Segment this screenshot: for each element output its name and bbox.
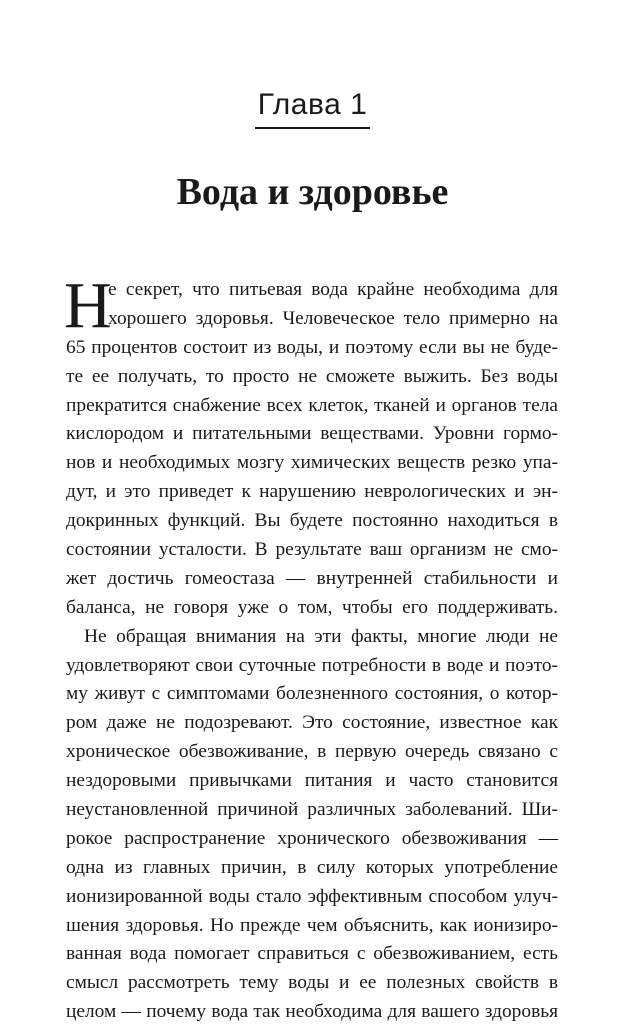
text-line: рокое распространение хронического обезвоживания —	[66, 827, 558, 849]
chapter-title: Вода и здоровье	[176, 171, 449, 213]
text-line: хроническое обезвоживание, в первую очередь связано с	[66, 741, 558, 763]
text-line: дут, и это приведет к нарушению неврологических и эн-	[66, 481, 558, 503]
text-line: Не обращая внимания на эти факты, многие люди не	[84, 625, 558, 647]
text-line: хорошего здоровья. Человеческое тело примерно на	[108, 307, 558, 329]
text-line: жет достичь гомеостаза — внутренней стабильности и	[66, 567, 558, 589]
text-line: смысл рассмотреть тему воды и ее полезных свойств в	[66, 972, 558, 994]
text-line: ванная вода помогает справиться с обезвоживанием, есть	[66, 943, 558, 965]
text-line: удовлетворяют свои суточные потребности в воде и поэто-	[66, 654, 558, 676]
text-line: состоянии усталости. В результате ваш организм не смо-	[66, 539, 558, 561]
text-line: те ее получать, то просто не сможете выжить. Без воды	[66, 365, 558, 387]
text-line: ром даже не подозревают. Это состояние, известное как	[66, 712, 558, 734]
text-line: нездоровыми привычками питания и часто становится	[66, 770, 558, 792]
chapter-body	[64, 269, 558, 1027]
text-line: прекратится снабжение всех клеток, тканей и органов тела	[66, 394, 558, 416]
text-line: е секрет, что питьевая вода крайне необходима для	[108, 279, 558, 300]
text-line: докринных функций. Вы будете постоянно находиться в	[66, 510, 558, 532]
text-line: целом — почему вода так необходима для вашего здоровья	[66, 1001, 558, 1023]
text-line: ионизированной воды стало эффективным способом улуч-	[66, 885, 558, 907]
text-line: 65 процентов состоит из воды, и поэтому если вы не буде-	[66, 336, 558, 358]
text-line: неустановленной причиной различных заболеваний. Ши-	[66, 799, 558, 821]
drop-cap: Н	[64, 269, 112, 342]
text-line: кислородом и питательными веществами. Уровни гормо-	[66, 423, 558, 445]
text-line: нов и необходимых мозгу химических веществ резко упа-	[66, 452, 558, 474]
text-line: му живут с симптомами болезненного состояния, о котор-	[66, 683, 558, 705]
chapter-label-text: Глава 1	[255, 88, 371, 129]
text-line: шения здоровья. Но прежде чем объяснить, как ионизиро-	[66, 914, 558, 936]
paragraph-2	[66, 623, 558, 1027]
text-line: баланса, не говоря уже о том, чтобы его поддерживать.	[66, 596, 558, 618]
chapter-label	[0, 88, 625, 129]
paragraph-1	[64, 269, 558, 623]
text-line: одна из главных причин, в силу которых употребление	[66, 856, 558, 878]
